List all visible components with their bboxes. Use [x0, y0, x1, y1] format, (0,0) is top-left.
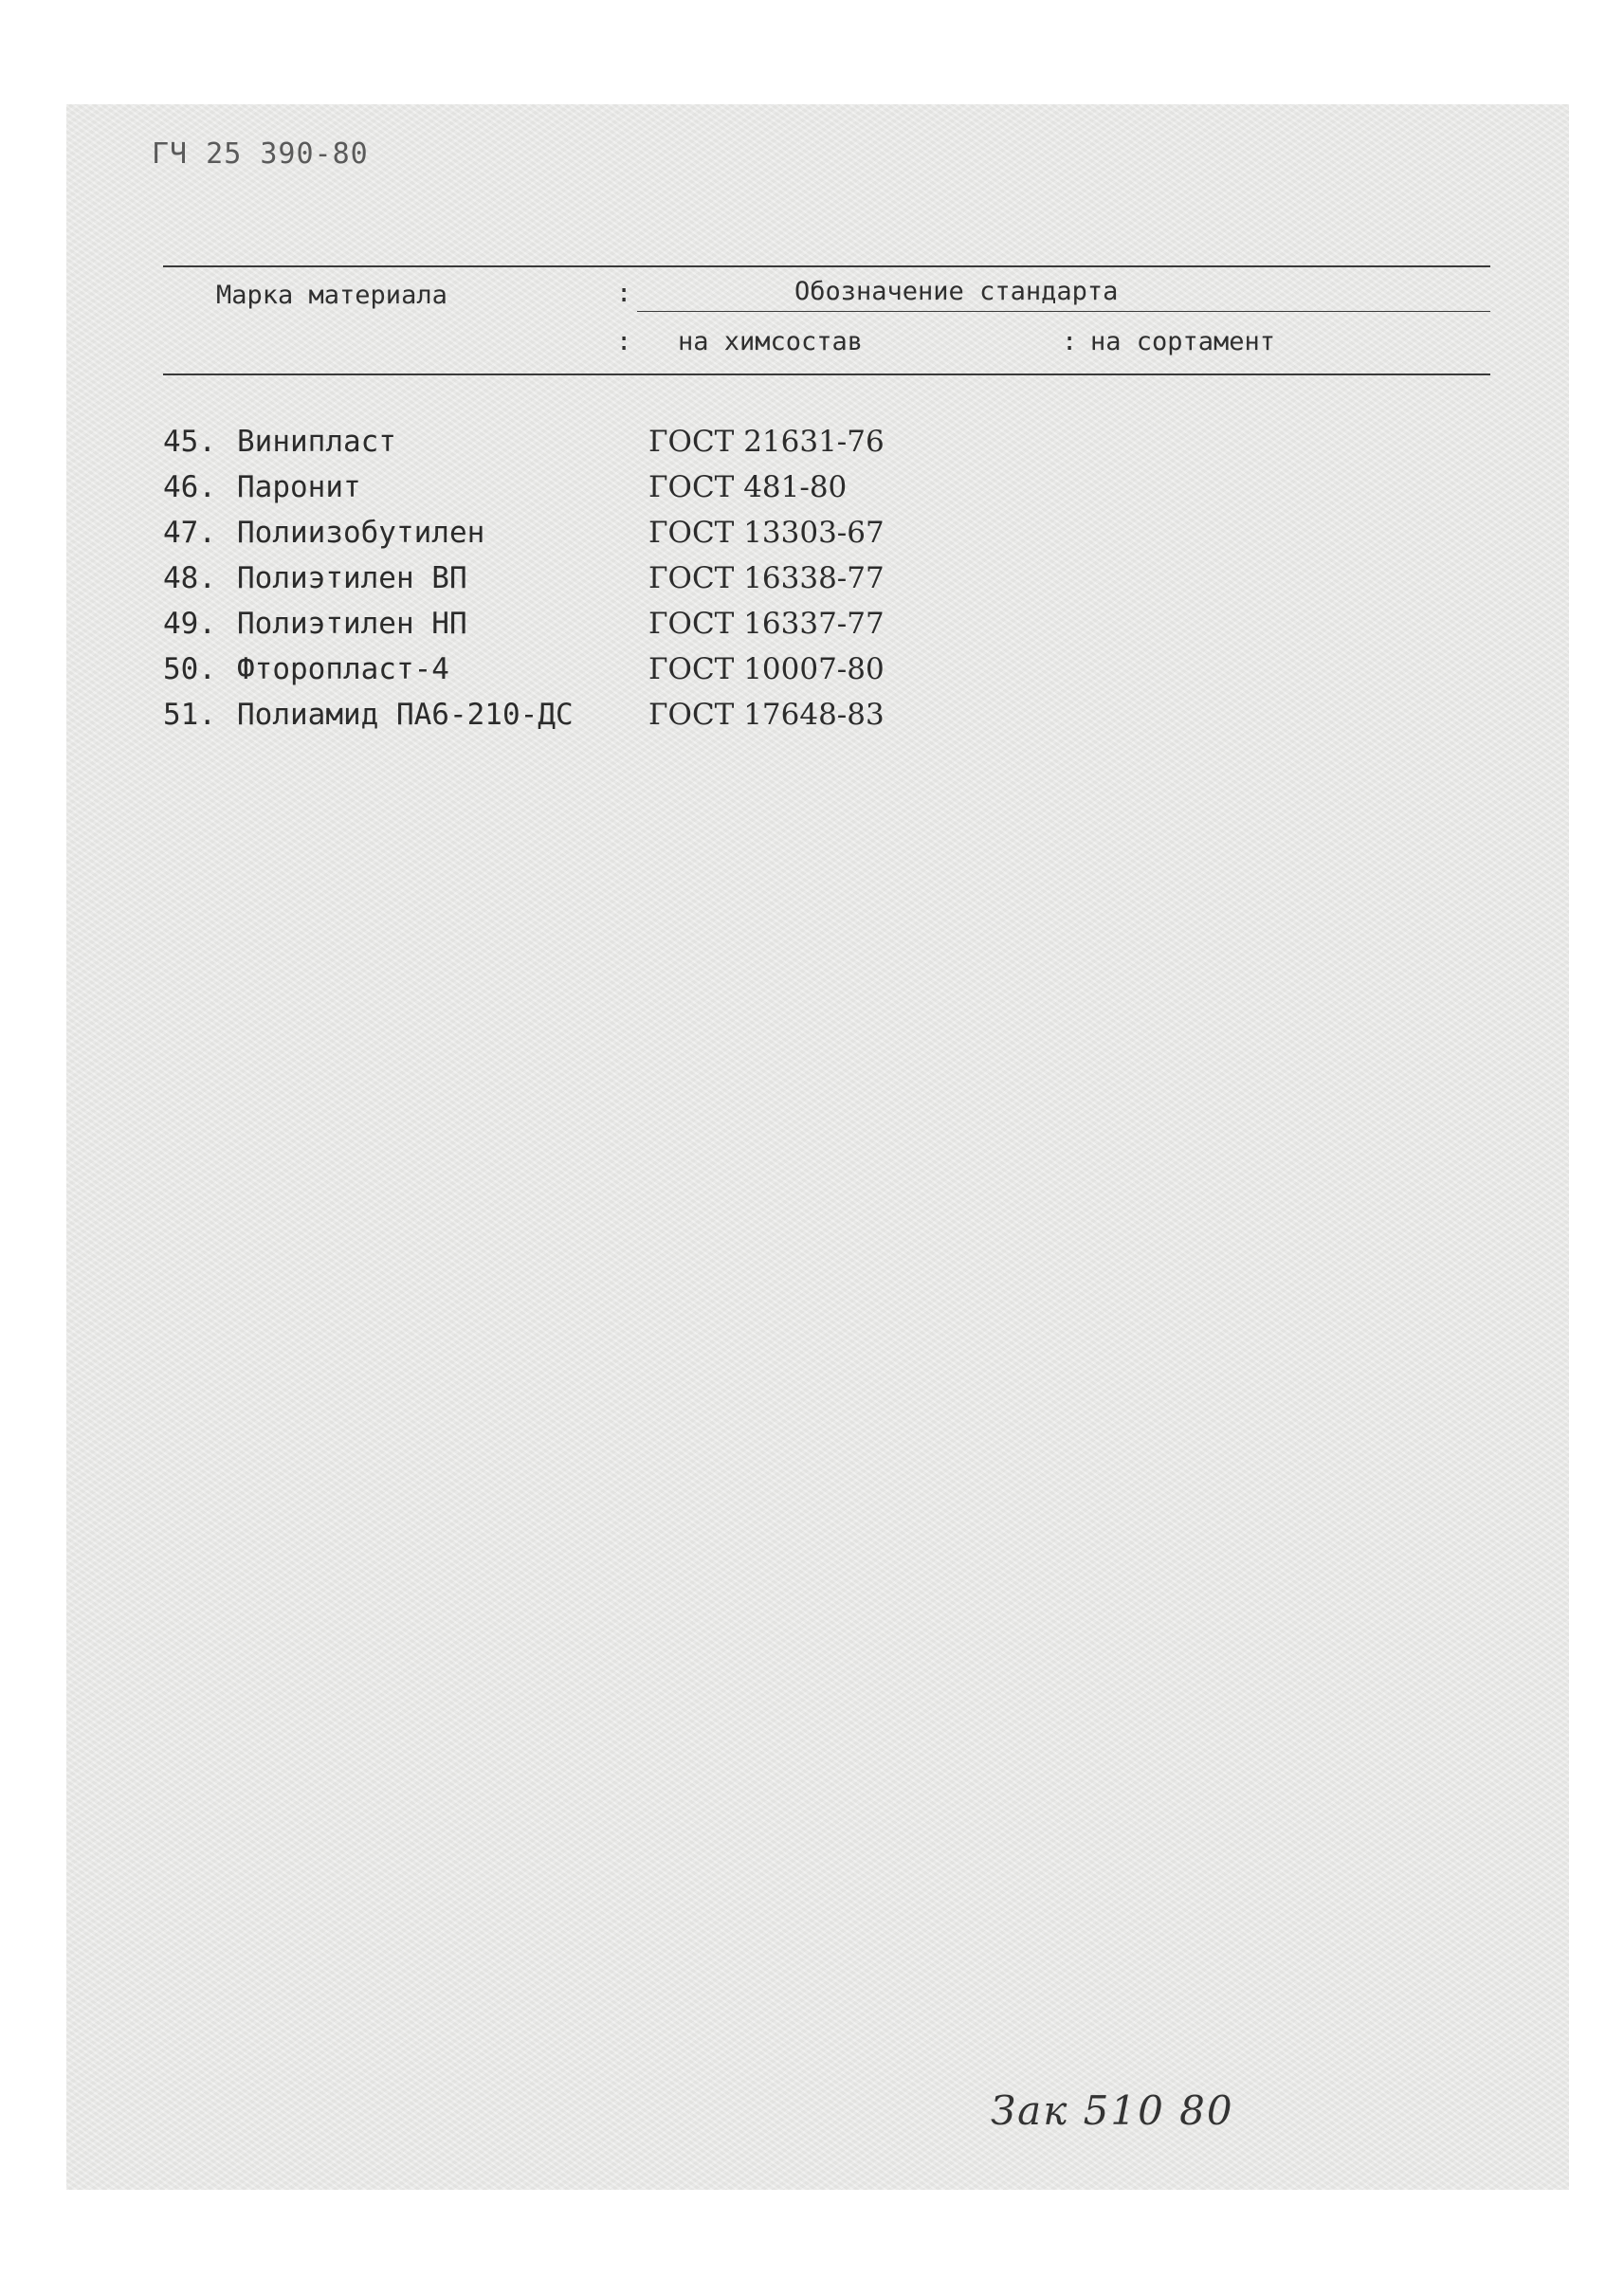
material-name: Полиамид ПА6-210-ДС [237, 698, 574, 732]
standard-chem: ГОСТ 21631-76 [648, 425, 885, 459]
header-material: Марка материала [216, 281, 447, 310]
material-name: Паронит [237, 470, 361, 504]
row-number: 51. [163, 698, 216, 732]
row-number: 47. [163, 516, 216, 550]
material-name: Полиэтилен ВП [237, 561, 467, 595]
table-header-bottom-rule [163, 373, 1490, 375]
handwritten-order-note: Зак 510 80 [991, 2087, 1234, 2134]
row-number: 45. [163, 425, 216, 459]
row-number: 48. [163, 561, 216, 595]
standard-chem: ГОСТ 16338-77 [648, 561, 885, 595]
standard-chem: ГОСТ 16337-77 [648, 607, 885, 641]
material-name: Винипласт [237, 425, 396, 459]
row-number: 46. [163, 470, 216, 504]
header-separator-2: : [616, 327, 632, 356]
standard-chem: ГОСТ 13303-67 [648, 516, 885, 550]
row-number: 49. [163, 607, 216, 641]
material-name: Полиизобутилен [237, 516, 485, 550]
standard-chem: ГОСТ 481-80 [648, 470, 848, 504]
header-standard: Обозначение стандарта [794, 277, 1119, 306]
standard-chem: ГОСТ 17648-83 [648, 698, 885, 732]
table-top-rule [163, 265, 1490, 267]
row-number: 50. [163, 652, 216, 686]
document-sheet [66, 104, 1569, 2190]
header-chem: на химсостав [678, 327, 864, 356]
header-mid-rule [637, 311, 1490, 312]
material-name: Фторопласт-4 [237, 652, 449, 686]
standard-chem: ГОСТ 10007-80 [648, 652, 885, 686]
header-assortment: на сортамент [1090, 327, 1276, 356]
material-name: Полиэтилен НП [237, 607, 467, 641]
header-separator-3: : [1062, 327, 1078, 356]
header-separator-1: : [616, 279, 632, 308]
document-code: ГЧ 25 390-80 [152, 137, 369, 171]
